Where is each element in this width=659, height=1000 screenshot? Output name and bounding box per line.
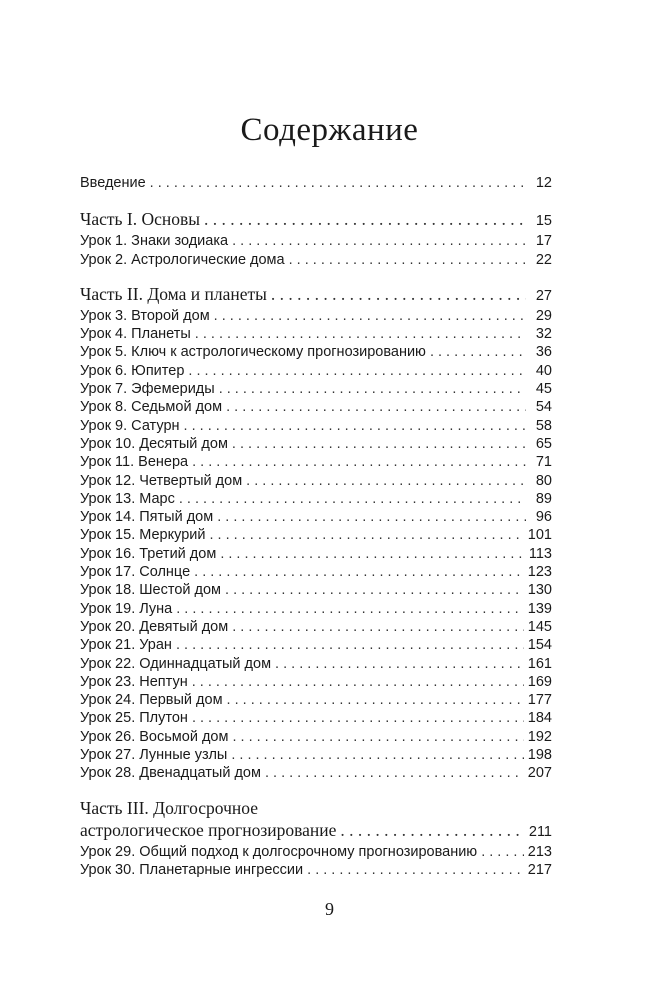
leader-dots — [179, 490, 526, 508]
toc-entry[interactable] — [80, 251, 552, 269]
leader-dots — [265, 764, 524, 782]
toc-entry[interactable] — [80, 861, 552, 879]
toc-entry[interactable] — [80, 600, 552, 618]
toc-entry[interactable] — [80, 843, 552, 861]
toc-entry-label: Урок 22. Одиннадцатый дом — [80, 655, 272, 672]
leader-dots — [430, 343, 526, 361]
toc-entry[interactable] — [80, 417, 552, 435]
toc-entry[interactable] — [80, 362, 552, 380]
toc-entry[interactable] — [80, 453, 552, 471]
toc-entry[interactable] — [80, 746, 552, 764]
toc-entry-page: 192 — [527, 728, 552, 745]
toc-entry-page: 217 — [527, 861, 552, 878]
toc-entry[interactable] — [80, 343, 552, 361]
toc-entry-page: 184 — [527, 710, 552, 727]
toc-entry-label: Урок 24. Первый дом — [80, 692, 223, 709]
leader-dots — [176, 600, 524, 618]
toc-entry-label: Урок 25. Плутон — [80, 710, 188, 727]
toc-part-3[interactable] — [80, 819, 552, 841]
toc-entry-label: Урок 21. Уран — [80, 637, 172, 654]
toc-entry[interactable] — [80, 563, 552, 581]
toc-entry-page: 207 — [527, 765, 552, 782]
toc-entry[interactable] — [80, 325, 552, 343]
toc-entry-label: Урок 8. Седьмой дом — [80, 399, 223, 416]
leader-dots — [307, 861, 524, 879]
toc-entry[interactable] — [80, 398, 552, 416]
part-3-title-line-1: Часть III. Долгосрочное — [80, 797, 258, 818]
leader-dots — [192, 673, 524, 691]
toc-entry-page: 22 — [535, 251, 552, 268]
toc-entry-page: 32 — [535, 326, 552, 343]
toc-entry-page: 12 — [535, 175, 552, 191]
toc-entry[interactable] — [80, 581, 552, 599]
toc-entry-page: 130 — [527, 582, 552, 599]
toc-entry-page: 101 — [527, 527, 552, 544]
toc-entry-label: Урок 27. Лунные узлы — [80, 747, 228, 764]
toc-entry-label: Урок 23. Нептун — [80, 673, 188, 690]
toc-entry-page: 29 — [535, 307, 552, 324]
leader-dots — [275, 655, 524, 673]
part-page: 211 — [528, 823, 552, 840]
leader-dots — [340, 819, 524, 841]
part-title: Часть II. Дома и планеты — [80, 283, 267, 304]
toc-entry-label: Урок 28. Двенадцатый дом — [80, 765, 261, 782]
page-number: 9 — [325, 899, 334, 919]
toc-entry[interactable] — [80, 636, 552, 654]
toc-entry-page: 154 — [527, 637, 552, 654]
leader-dots — [192, 453, 526, 471]
toc-entry-label: Урок 2. Астрологические дома — [80, 251, 285, 268]
leader-dots — [232, 232, 526, 250]
toc-entry-label: Урок 20. Девятый дом — [80, 618, 229, 635]
toc-entry-label: Урок 19. Луна — [80, 600, 173, 617]
toc-entry[interactable] — [80, 691, 552, 709]
part-page: 27 — [535, 287, 552, 304]
leader-dots — [176, 636, 524, 654]
leader-dots — [232, 435, 526, 453]
toc-entry-page: 80 — [535, 472, 552, 489]
toc-entry-label: Урок 15. Меркурий — [80, 527, 206, 544]
leader-dots — [226, 398, 526, 416]
toc-entry[interactable] — [80, 232, 552, 250]
leader-dots — [246, 472, 526, 490]
toc-entry-label: Урок 11. Венера — [80, 454, 189, 471]
toc-entry-page: 58 — [535, 417, 552, 434]
part-page: 15 — [535, 213, 552, 230]
leader-dots — [188, 362, 526, 380]
toc-entry-page: 89 — [535, 490, 552, 507]
toc-entry-page: 40 — [535, 362, 552, 379]
toc-entry-label: Урок 9. Сатурн — [80, 417, 180, 434]
toc-entry[interactable] — [80, 545, 552, 563]
toc-entry-label: Урок 5. Ключ к астрологическому прогнозированию — [80, 344, 426, 361]
toc-part-1[interactable] — [80, 208, 552, 230]
toc-entry-label: Урок 3. Второй дом — [80, 307, 210, 324]
toc-entry-label: Урок 12. Четвертый дом — [80, 472, 243, 489]
toc-entry-label: Урок 4. Планеты — [80, 326, 191, 343]
leader-dots — [231, 746, 523, 764]
toc-entry-page: 213 — [527, 843, 552, 860]
toc-entry[interactable] — [80, 435, 552, 453]
toc-entry-label: Урок 7. Эфемериды — [80, 381, 215, 398]
toc-entry-label: Урок 18. Шестой дом — [80, 582, 222, 599]
leader-dots — [214, 307, 526, 325]
toc-entry-label: Введение — [80, 175, 146, 191]
leader-dots — [481, 843, 524, 861]
toc-entry-page: 177 — [527, 692, 552, 709]
toc-entry-page: 161 — [527, 655, 552, 672]
toc-entry-intro[interactable] — [80, 174, 552, 192]
toc-entry[interactable] — [80, 526, 552, 544]
toc-entry-page: 71 — [535, 454, 552, 471]
toc-entry[interactable] — [80, 307, 552, 325]
toc-entry-page: 65 — [535, 435, 552, 452]
toc-entry-page: 36 — [535, 344, 552, 361]
leader-dots — [232, 618, 524, 636]
toc-part-2[interactable] — [80, 283, 552, 305]
leader-dots — [184, 417, 526, 435]
table-of-contents — [80, 174, 552, 879]
toc-entry-page: 198 — [527, 747, 552, 764]
toc-entry[interactable] — [80, 764, 552, 782]
toc-entry-label: Урок 6. Юпитер — [80, 362, 185, 379]
leader-dots — [195, 325, 526, 343]
leader-dots — [219, 380, 526, 398]
part-title-continued: астрологическое прогнозирование — [80, 819, 337, 840]
toc-entry-label: Урок 30. Планетарные ингрессии — [80, 861, 304, 878]
leader-dots — [194, 563, 524, 581]
toc-entry[interactable] — [80, 728, 552, 746]
toc-entry-page: 17 — [535, 233, 552, 250]
toc-entry-label: Урок 10. Десятый дом — [80, 435, 228, 452]
toc-entry-page: 113 — [528, 545, 552, 562]
toc-entry-page: 54 — [535, 399, 552, 416]
part-2-lessons — [80, 307, 552, 783]
toc-entry[interactable] — [80, 472, 552, 490]
toc-entry-page: 145 — [527, 618, 552, 635]
toc-entry-label: Урок 14. Пятый дом — [80, 509, 214, 526]
part-title: Часть I. Основы — [80, 209, 201, 230]
toc-entry-label: Урок 16. Третий дом — [80, 545, 217, 562]
toc-entry-page: 96 — [535, 509, 552, 526]
toc-entry-page: 45 — [535, 381, 552, 398]
toc-entry[interactable] — [80, 618, 552, 636]
toc-entry[interactable] — [80, 490, 552, 508]
toc-entry[interactable] — [80, 673, 552, 691]
leader-dots — [209, 526, 523, 544]
toc-entry-label: Урок 1. Знаки зодиака — [80, 233, 229, 250]
leader-dots — [225, 581, 524, 599]
leader-dots — [227, 691, 524, 709]
leader-dots — [150, 174, 526, 192]
toc-entry-page: 169 — [527, 673, 552, 690]
toc-entry-page: 123 — [527, 564, 552, 581]
toc-entry[interactable] — [80, 709, 552, 727]
leader-dots — [217, 508, 526, 526]
toc-entry-label: Урок 17. Солнце — [80, 564, 191, 581]
toc-entry-label: Урок 29. Общий подход к долгосрочному прогнозированию — [80, 843, 478, 860]
page-title: Содержание — [240, 112, 419, 148]
toc-entry[interactable] — [80, 655, 552, 673]
toc-entry[interactable] — [80, 508, 552, 526]
toc-entry[interactable] — [80, 380, 552, 398]
leader-dots — [204, 208, 526, 230]
toc-entry-label: Урок 13. Марс — [80, 490, 175, 507]
leader-dots — [232, 728, 523, 746]
toc-entry-label: Урок 26. Восьмой дом — [80, 728, 229, 745]
toc-entry-page: 139 — [527, 600, 552, 617]
leader-dots — [220, 545, 525, 563]
leader-dots — [192, 709, 524, 727]
leader-dots — [289, 251, 526, 269]
leader-dots — [271, 283, 526, 305]
